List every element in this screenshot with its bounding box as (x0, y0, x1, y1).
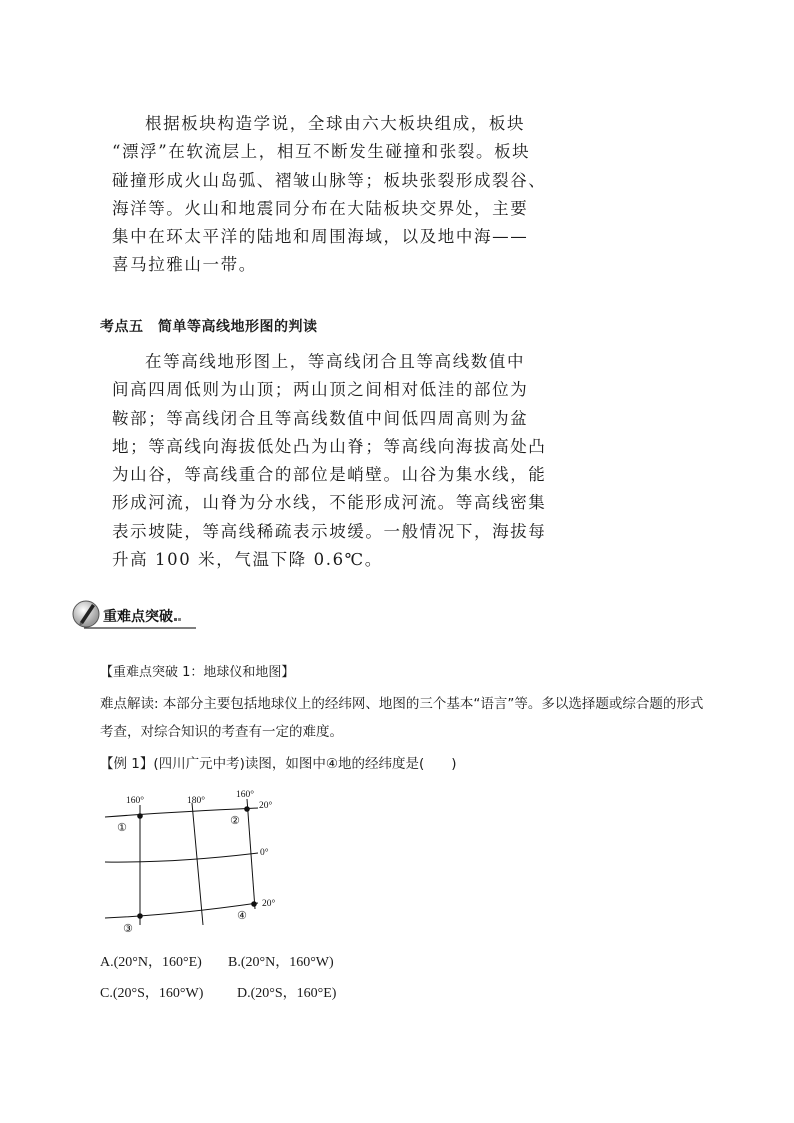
banner-label: 重难点突破 (103, 609, 173, 625)
paragraph-line: 间高四周低则为山顶；两山顶之间相对低洼的部位为 (112, 380, 529, 400)
key-points-banner (70, 597, 200, 631)
paragraph-line: 根据板块构造学说，全球由六大板块组成，板块 (145, 114, 526, 133)
option-c: C.(20°S，160°W) (100, 986, 204, 1001)
point-2-marker (244, 806, 250, 812)
point-4-label: ④ (237, 909, 247, 922)
longitude-label: 160° (126, 796, 145, 806)
paragraph-line: “漂浮”在软流层上，相互不断发生碰撞和张裂。板块 (112, 142, 531, 162)
parallel-line (105, 903, 258, 918)
paragraph-line: 鞍部；等高线闭合且等高线数值中间低四周高则为盆 (112, 408, 529, 428)
longitude-label: 160° (236, 790, 255, 800)
point-2-label: ② (230, 814, 240, 827)
point-1-marker (137, 813, 143, 819)
option-d: D.(20°S，160°E) (237, 986, 337, 1001)
breakthrough-title: 【重难点突破 1：地球仪和地图】 (100, 665, 295, 680)
section-heading: 考点五 简单等高线地形图的判读 (100, 319, 318, 335)
paragraph-line: 集中在环太平洋的陆地和周围海域，以及地中海—— (112, 227, 529, 247)
point-3-marker (137, 913, 143, 919)
longitude-label: 180° (187, 796, 206, 806)
parallel-line (105, 853, 258, 862)
paragraph-line: 地；等高线向海拔低处凸为山脊；等高线向海拔高处凸 (112, 436, 547, 456)
analysis-line: 考查，对综合知识的考查有一定的难度。 (100, 724, 343, 740)
paragraph-line: 形成河流，山脊为分水线，不能形成河流。等高线密集 (112, 493, 547, 513)
paragraph-line: 海洋等。火山和地震同分布在大陆板块交界处，主要 (112, 198, 529, 218)
paragraph-line: 喜马拉雅山一带。 (112, 255, 257, 275)
example-question: 【例 1】(四川广元中考)读图，如图中④地的经纬度是( ) (100, 756, 457, 772)
latitude-label: 20° (259, 801, 273, 811)
paragraph-line: 升高 100 米，气温下降 0.6℃。 (112, 550, 383, 570)
point-3-label: ③ (123, 922, 133, 935)
meridian-line (192, 803, 203, 925)
latitude-label: 20° (262, 899, 276, 909)
paragraph-line: 碰撞形成火山岛弧、褶皱山脉等；板块张裂形成裂谷、 (112, 170, 547, 190)
graticule-map (100, 785, 300, 935)
option-b: B.(20°N，160°W) (228, 955, 334, 970)
paragraph-line: 表示坡陡，等高线稀疏表示坡缓。一般情况下，海拔每 (112, 521, 547, 541)
paragraph-line: 在等高线地形图上，等高线闭合且等高线数值中 (145, 352, 526, 371)
paragraph-line: 为山谷，等高线重合的部位是峭壁。山谷为集水线，能 (112, 465, 547, 485)
plate-tectonics-paragraph (112, 110, 547, 280)
option-a: A.(20°N，160°E) (100, 955, 202, 970)
point-4-marker (251, 901, 257, 907)
analysis-line: 难点解读: 本部分主要包括地球仪上的经纬网、地图的三个基本“语言”等。多以选择题或综合题的形式 (100, 696, 704, 712)
point-1-label: ① (117, 821, 127, 834)
contour-map-paragraph (112, 348, 547, 574)
latitude-label: 0° (260, 848, 269, 858)
